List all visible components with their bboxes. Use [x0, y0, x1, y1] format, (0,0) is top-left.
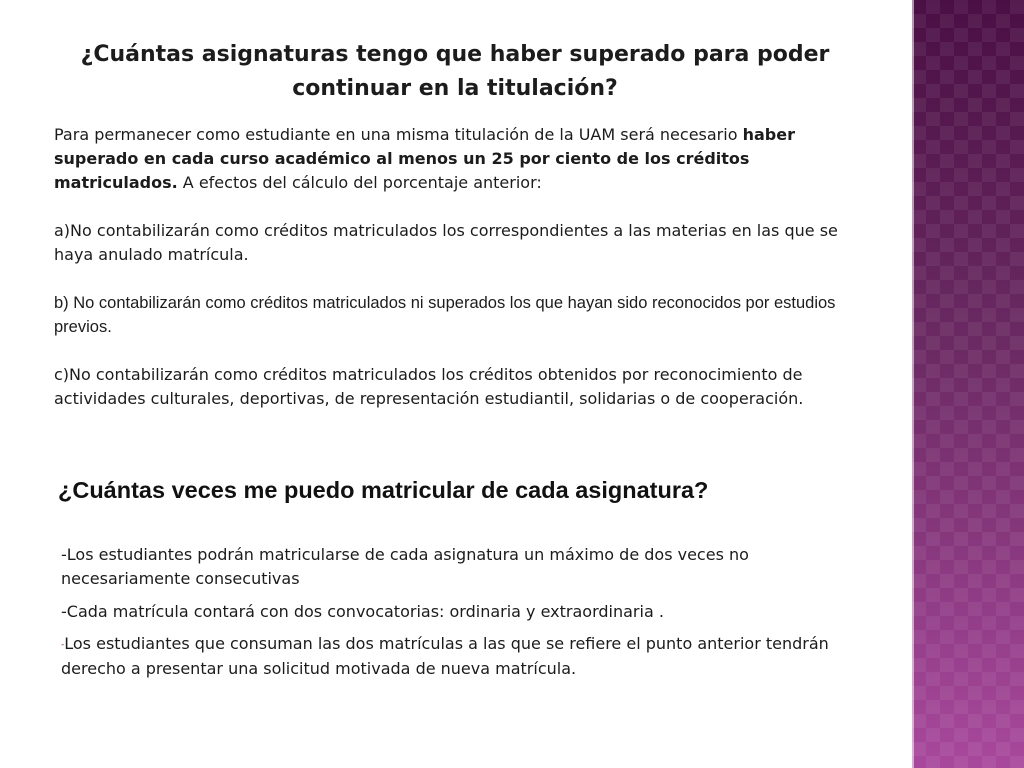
point-a-paragraph: a)No contabilizarán como créditos matriculados los correspondientes a las materias en las que se haya anulado matrícula.	[54, 221, 838, 264]
intro-paragraph	[54, 123, 844, 195]
intro-bold-text: haber superado en cada curso académico al menos un 25 por ciento de los créditos matriculados.	[54, 125, 795, 192]
list-item-3-text: Los estudiantes que consuman las dos matrículas a las que se refiere el punto anterior tendrán derecho a presentar una solicitud motivada de nueva matrícula.	[61, 634, 829, 678]
list-item-3-dash: -	[61, 640, 65, 650]
point-b-paragraph: b) No contabilizarán como créditos matriculados ni superados los que hayan sido reconocidos por estudios previos.	[54, 294, 836, 336]
section-subtitle: ¿Cuántas veces me puedo matricular de cada asignatura?	[58, 477, 709, 503]
decorative-side-band	[912, 0, 1024, 768]
intro-text-start: Para permanecer como estudiante en una misma titulación de la UAM será necesario	[54, 125, 743, 144]
slide-title: ¿Cuántas asignaturas tengo que haber superado para poder continuar en la titulación?	[80, 42, 830, 101]
point-c-paragraph: c)No contabilizarán como créditos matriculados los créditos obtenidos por reconocimiento de actividades culturales, deportivas, de representación estudiantil, solidarias o de cooperación.	[54, 365, 804, 408]
intro-text-end: A efectos del cálculo del porcentaje anterior:	[177, 173, 542, 192]
list-item-2: -Cada matrícula contará con dos convocatorias: ordinaria y extraordinaria .	[61, 602, 664, 621]
list-item-3	[61, 632, 851, 681]
list-item-1: -Los estudiantes podrán matricularse de cada asignatura un máximo de dos veces no necesariamente consecutivas	[61, 545, 749, 588]
